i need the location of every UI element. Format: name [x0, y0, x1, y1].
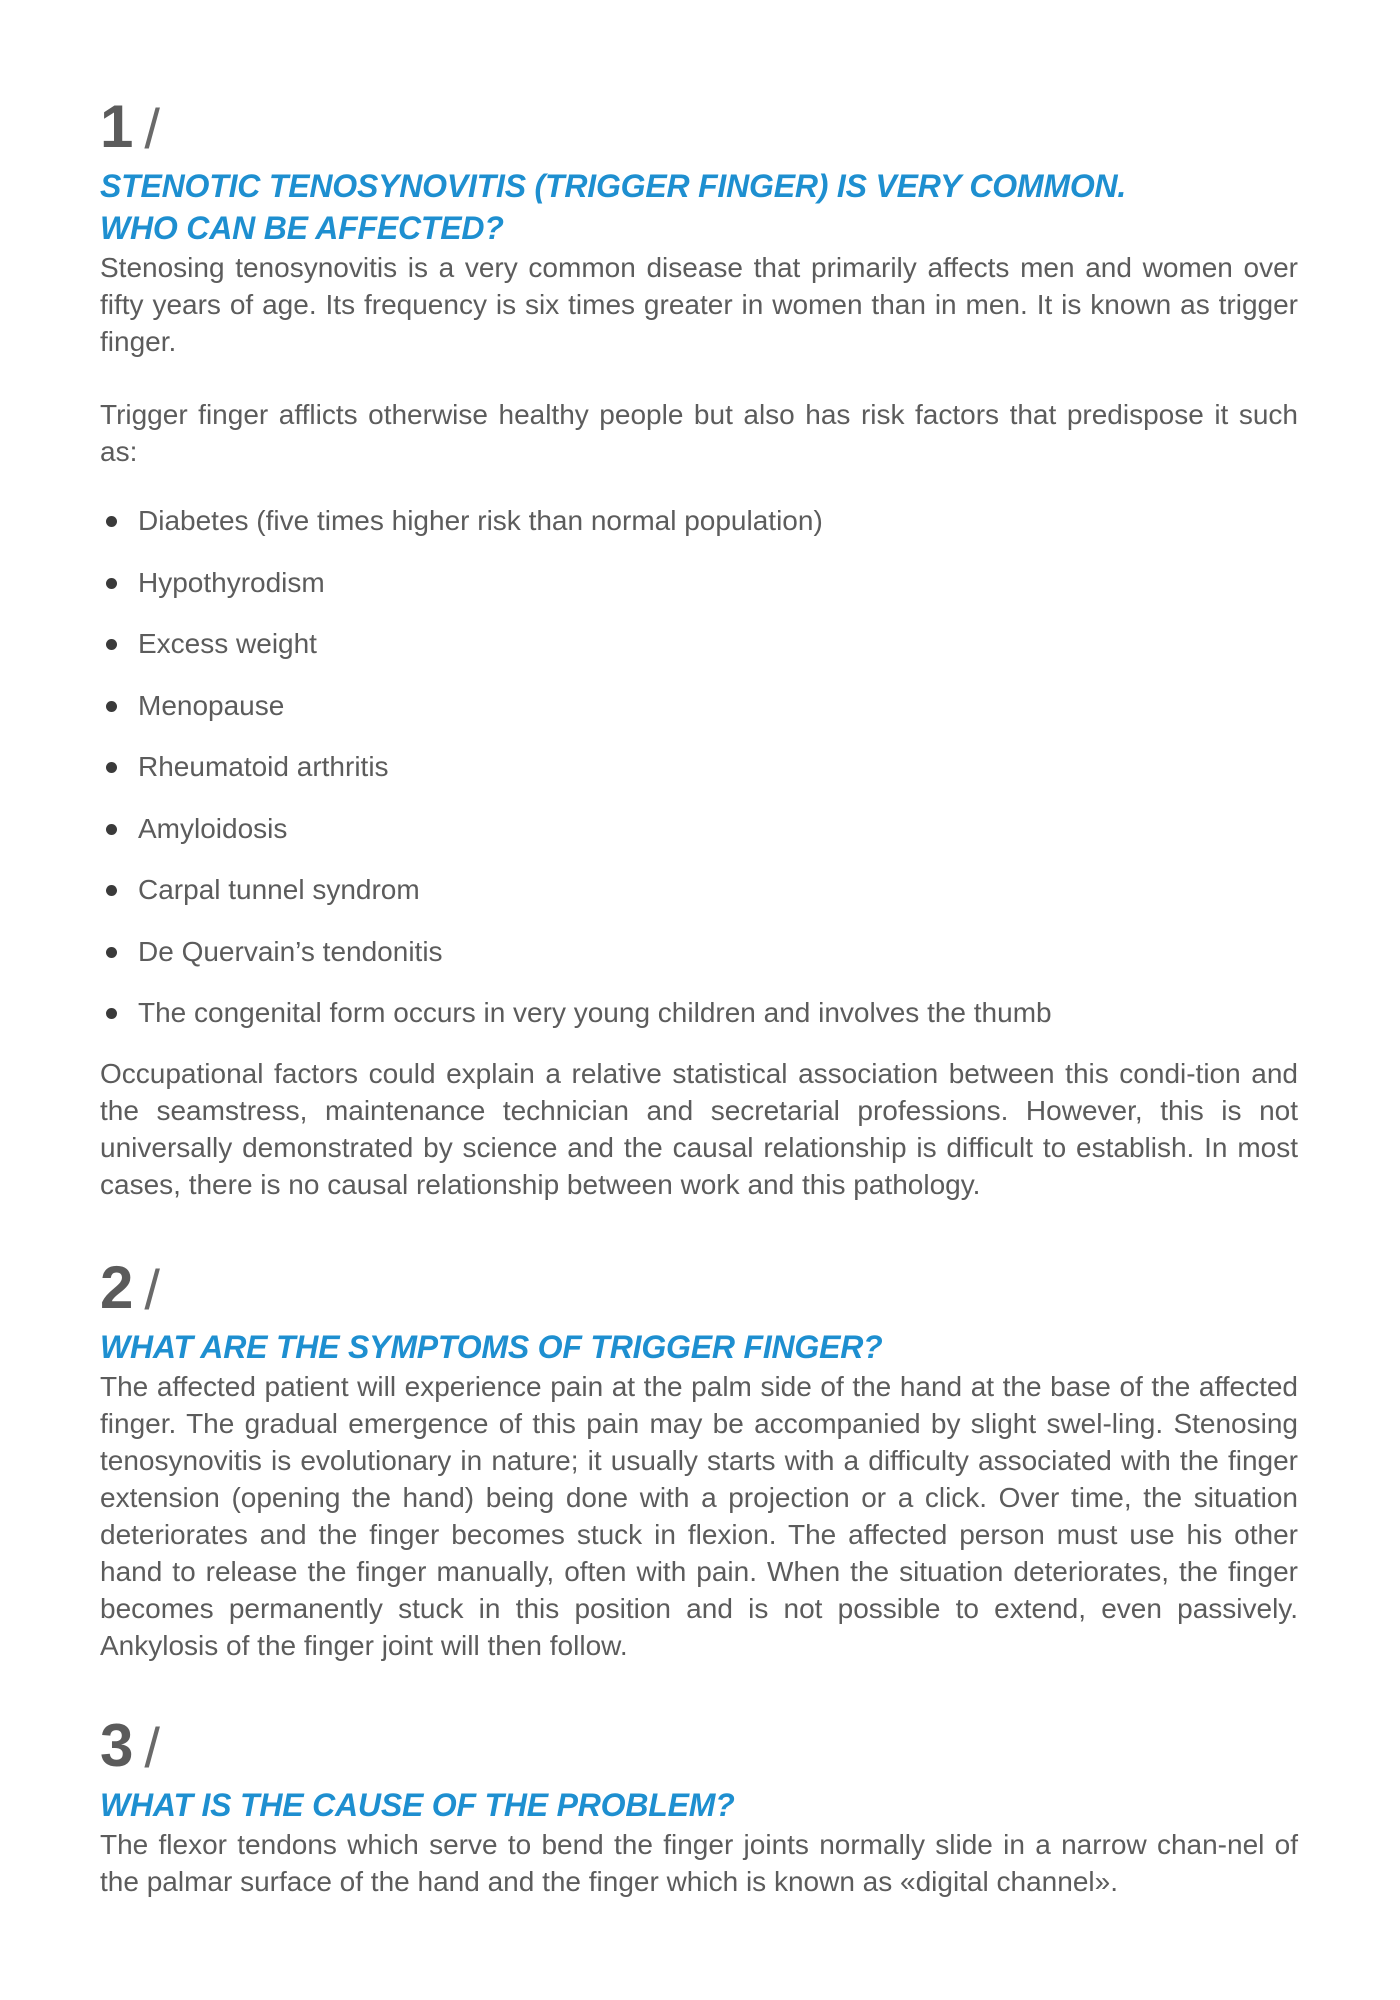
section-heading-line-1: STENOTIC TENOSYNOVITIS (TRIGGER FINGER) IS VERY COMMON. — [100, 168, 1127, 204]
bullet-icon — [106, 824, 117, 835]
cause-paragraph: The flexor tendons which serve to bend the finger joints normally slide in a narrow chan-nel of the palmar surface of the hand and the finger which is known as «digital channel». — [100, 1829, 1298, 1897]
list-item: The congenital form occurs in very young children and involves the thumb — [100, 994, 1298, 1031]
section-number-slash: / — [144, 1716, 160, 1779]
list-item: De Quervain’s tendonitis — [100, 933, 1298, 970]
section-number-digit: 3 — [100, 1712, 133, 1779]
section-number-slash: / — [144, 1258, 160, 1321]
section-heading — [100, 1784, 1298, 1826]
symptoms-paragraph: The affected patient will experience pain at the palm side of the hand at the base of the affected finger. The gradual emergence of this pain may be accompanied by slight swel-ling. Stenosing tenosynovitis is evolutionary in nature; it usually starts with a difficulty associated with the finger extension (opening the hand) being done with a projection or a click. Over time, the situation deteriorates and the finger becomes stuck in flexion. The affected person must use his other hand to release the finger manually, often with pain. When the situation deteriorates, the finger becomes permanently stuck in this position and is not possible to extend, even passively. Ankylosis of the finger joint will then follow. — [100, 1371, 1298, 1661]
section-2 — [100, 1254, 1298, 1664]
section-heading-line-2: WHO CAN BE AFFECTED? — [100, 210, 504, 246]
section-3 — [100, 1712, 1298, 1900]
risk-factors-list — [100, 502, 1298, 1031]
section-number — [100, 93, 1298, 160]
list-item: Diabetes (five times higher risk than normal population) — [100, 502, 1298, 539]
section-heading-line-1: WHAT ARE THE SYMPTOMS OF TRIGGER FINGER? — [100, 1329, 883, 1365]
list-item: Excess weight — [100, 625, 1298, 662]
bullet-icon — [106, 639, 117, 650]
list-item: Carpal tunnel syndrom — [100, 871, 1298, 908]
intro-paragraph: Stenosing tenosynovitis is a very common disease that primarily affects men and women over fifty years of age. Its frequency is six times greater in women than in men. It is known as trigger finger. — [100, 252, 1298, 357]
section-1 — [100, 93, 1298, 1203]
bullet-icon — [106, 578, 117, 589]
list-item: Rheumatoid arthritis — [100, 748, 1298, 785]
section-number-slash: / — [144, 97, 160, 160]
section-number — [100, 1254, 1298, 1321]
list-item: Menopause — [100, 687, 1298, 724]
section-number-digit: 1 — [100, 93, 133, 160]
bullet-icon — [106, 947, 117, 958]
bullet-icon — [106, 701, 117, 712]
section-heading — [100, 1326, 1298, 1368]
document-page — [100, 93, 1298, 1900]
risk-factors-paragraph: Trigger finger afflicts otherwise healthy people but also has risk factors that predispose it such as: — [100, 399, 1298, 467]
bullet-icon — [106, 762, 117, 773]
bullet-icon — [106, 516, 117, 527]
list-item: Amyloidosis — [100, 810, 1298, 847]
list-item: Hypothyrodism — [100, 564, 1298, 601]
bullet-icon — [106, 885, 117, 896]
bullet-icon — [106, 1008, 117, 1019]
occupational-paragraph: Occupational factors could explain a relative statistical association between this condi-tion and the seamstress, maintenance technician and secretarial professions. However, this is not universally demonstrated by science and the causal relationship is difficult to establish. In most cases, there is no causal relationship between work and this pathology. — [100, 1058, 1298, 1200]
section-number-digit: 2 — [100, 1254, 133, 1321]
section-heading-line-1: WHAT IS THE CAUSE OF THE PROBLEM? — [100, 1787, 735, 1823]
section-heading — [100, 165, 1298, 249]
section-number — [100, 1712, 1298, 1779]
